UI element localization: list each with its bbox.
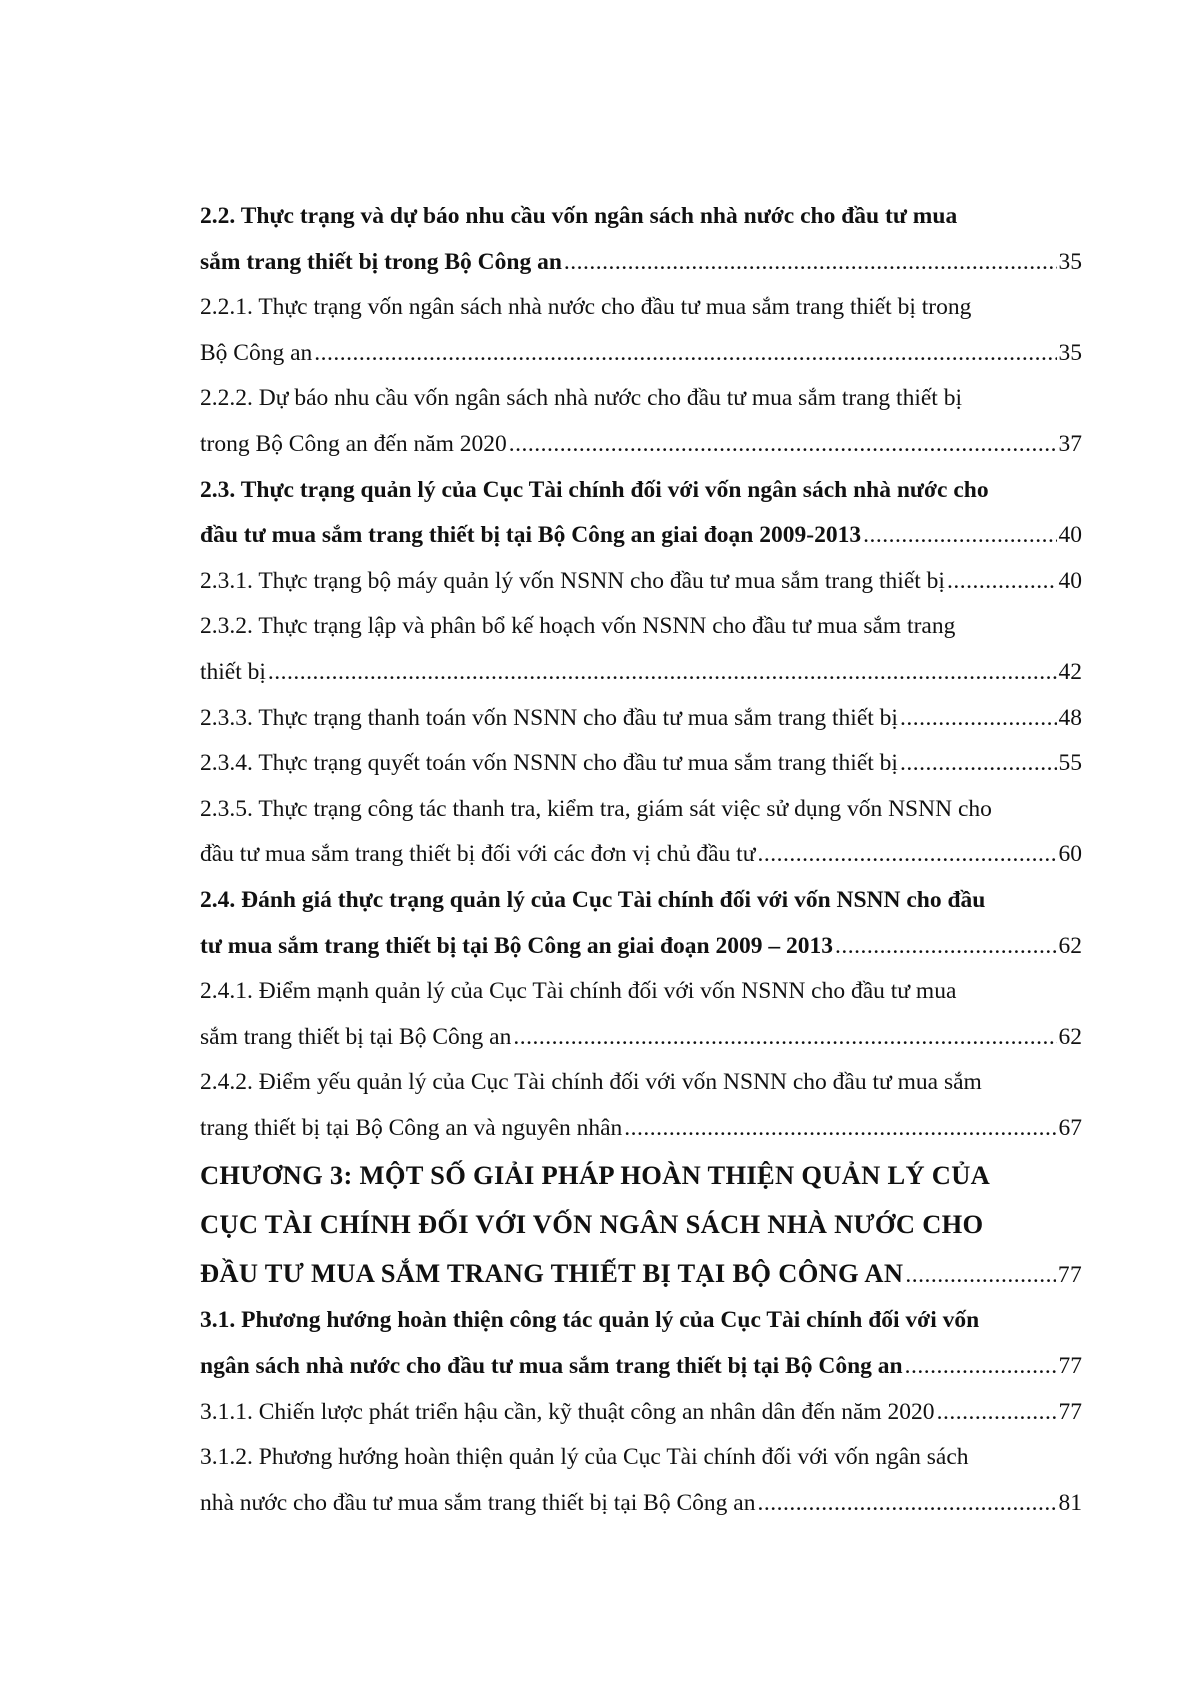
toc-entry-2-3-2-line1	[200, 604, 1082, 650]
toc-page-number: 40	[1058, 567, 1082, 594]
toc-entry-text: ngân sách nhà nước cho đầu tư mua sắm trang thiết bị tại Bộ Công an	[200, 1353, 903, 1380]
toc-entry-3-1-2-line1	[200, 1435, 1082, 1481]
toc-entry-text: 2.4.1. Điểm mạnh quản lý của Cục Tài chính đối với vốn NSNN cho đầu tư mua	[200, 978, 957, 1005]
toc-entry-2-2-line2[interactable]	[200, 240, 1082, 286]
toc-entry-text: 2.3.1. Thực trạng bộ máy quản lý vốn NSNN cho đầu tư mua sắm trang thiết bị	[200, 567, 945, 594]
dot-leader	[905, 1251, 1056, 1300]
toc-page-number: 40	[1058, 522, 1082, 549]
toc-page-number: 62	[1058, 1023, 1082, 1050]
toc-entry-3-1-line1	[200, 1298, 1082, 1344]
dot-leader	[564, 240, 1057, 286]
toc-entry-text: 2.3. Thực trạng quản lý của Cục Tài chính đối với vốn ngân sách nhà nước cho	[200, 476, 989, 503]
toc-page-number: 55	[1058, 750, 1082, 777]
toc-entry-2-4-1-line1	[200, 969, 1082, 1015]
toc-entry-text: sắm trang thiết bị trong Bộ Công an	[200, 248, 562, 275]
toc-entry-3-1-2-line2[interactable]	[200, 1481, 1082, 1527]
dot-leader	[314, 331, 1056, 377]
dot-leader	[900, 696, 1057, 742]
dot-leader	[268, 650, 1057, 696]
toc-entry-2-3-2-line2[interactable]	[200, 650, 1082, 696]
toc-page-number: 37	[1058, 430, 1082, 457]
toc-entry-text: Bộ Công an	[200, 339, 313, 366]
toc-page-number: 77	[1057, 1262, 1082, 1289]
toc-entry-text: nhà nước cho đầu tư mua sắm trang thiết bị tại Bộ Công an	[200, 1489, 756, 1516]
toc-chapter-3-line3[interactable]	[200, 1249, 1082, 1298]
toc-entry-text: đầu tư mua sắm trang thiết bị tại Bộ Công an giai đoạn 2009-2013	[200, 522, 862, 549]
toc-entry-text: 3.1. Phương hướng hoàn thiện công tác quản lý của Cục Tài chính đối với vốn	[200, 1307, 980, 1334]
toc-entry-2-4-line2[interactable]	[200, 924, 1082, 970]
dot-leader	[624, 1106, 1056, 1152]
dot-leader	[947, 559, 1057, 605]
toc-entry-2-2-line1	[200, 194, 1082, 240]
dot-leader	[757, 832, 1056, 878]
toc-page-number: 60	[1058, 841, 1082, 868]
toc-entry-2-3-line2[interactable]	[200, 513, 1082, 559]
toc-entry-text: 3.1.1. Chiến lược phát triển hậu cần, kỹ thuật công an nhân dân đến năm 2020	[200, 1398, 935, 1425]
toc-entry-text: 2.3.4. Thực trạng quyết toán vốn NSNN cho đầu tư mua sắm trang thiết bị	[200, 750, 898, 777]
toc-chapter-text: ĐẦU TƯ MUA SẮM TRANG THIẾT BỊ TẠI BỘ CÔNG AN	[200, 1258, 904, 1289]
toc-entry-2-2-1-line2[interactable]	[200, 331, 1082, 377]
toc-entry-text: thiết bị	[200, 658, 266, 685]
toc-page-number: 62	[1058, 932, 1082, 959]
dot-leader	[937, 1390, 1057, 1436]
toc-page-number: 35	[1058, 248, 1082, 275]
toc-entry-text: 2.2.1. Thực trạng vốn ngân sách nhà nước cho đầu tư mua sắm trang thiết bị trong	[200, 294, 972, 321]
toc-entry-2-3-5-line1	[200, 787, 1082, 833]
toc-entry-2-2-2-line1	[200, 376, 1082, 422]
toc-page-number: 48	[1058, 704, 1082, 731]
toc-entry-text: 2.3.3. Thực trạng thanh toán vốn NSNN cho đầu tư mua sắm trang thiết bị	[200, 704, 898, 731]
toc-entry-text: 2.2.2. Dự báo nhu cầu vốn ngân sách nhà nước cho đầu tư mua sắm trang thiết bị	[200, 385, 962, 412]
dot-leader	[900, 741, 1057, 787]
toc-entry-2-2-2-line2[interactable]	[200, 422, 1082, 468]
toc-entry-3-1-1[interactable]	[200, 1390, 1082, 1436]
toc-page-number: 67	[1058, 1114, 1082, 1141]
toc-entry-2-3-line1	[200, 468, 1082, 514]
toc-chapter-text: CỤC TÀI CHÍNH ĐỐI VỚI VỐN NGÂN SÁCH NHÀ NƯỚC CHO	[200, 1209, 984, 1240]
toc-entry-text: tư mua sắm trang thiết bị tại Bộ Công an giai đoạn 2009 – 2013	[200, 932, 833, 959]
toc-page-number: 42	[1058, 658, 1082, 685]
dot-leader	[905, 1344, 1057, 1390]
dot-leader	[757, 1481, 1056, 1527]
toc-entry-2-3-4[interactable]	[200, 741, 1082, 787]
dot-leader	[513, 1015, 1056, 1061]
toc-chapter-text: CHƯƠNG 3: MỘT SỐ GIẢI PHÁP HOÀN THIỆN QUẢN LÝ CỦA	[200, 1160, 991, 1191]
dot-leader	[509, 422, 1057, 468]
toc-entry-3-1-line2[interactable]	[200, 1344, 1082, 1390]
toc-entry-text: sắm trang thiết bị tại Bộ Công an	[200, 1023, 512, 1050]
toc-entry-text: 2.3.2. Thực trạng lập và phân bổ kế hoạch vốn NSNN cho đầu tư mua sắm trang	[200, 613, 956, 640]
toc-entry-text: trong Bộ Công an đến năm 2020	[200, 430, 507, 457]
dot-leader	[835, 924, 1057, 970]
toc-entry-text: 2.4.2. Điểm yếu quản lý của Cục Tài chính đối với vốn NSNN cho đầu tư mua sắm	[200, 1069, 982, 1096]
table-of-contents	[200, 194, 1082, 1526]
toc-entry-2-4-2-line2[interactable]	[200, 1106, 1082, 1152]
toc-chapter-3-line2	[200, 1200, 1082, 1249]
toc-page-number: 35	[1058, 339, 1082, 366]
toc-entry-text: 2.4. Đánh giá thực trạng quản lý của Cục Tài chính đối với vốn NSNN cho đầu	[200, 886, 986, 913]
toc-entry-text: 2.2. Thực trạng và dự báo nhu cầu vốn ngân sách nhà nước cho đầu tư mua	[200, 203, 958, 229]
toc-page-number: 77	[1058, 1398, 1082, 1425]
toc-page-number: 81	[1058, 1489, 1082, 1516]
dot-leader	[863, 513, 1056, 559]
toc-entry-2-4-2-line1	[200, 1060, 1082, 1106]
toc-entry-2-3-1[interactable]	[200, 559, 1082, 605]
toc-entry-text: trang thiết bị tại Bộ Công an và nguyên nhân	[200, 1114, 623, 1141]
toc-entry-2-2-1-line1	[200, 285, 1082, 331]
toc-page-number: 77	[1058, 1353, 1082, 1380]
toc-entry-2-3-5-line2[interactable]	[200, 832, 1082, 878]
toc-entry-text: đầu tư mua sắm trang thiết bị đối với các đơn vị chủ đầu tư	[200, 841, 756, 868]
toc-chapter-3-line1	[200, 1151, 1082, 1200]
toc-entry-2-4-1-line2[interactable]	[200, 1015, 1082, 1061]
toc-entry-text: 3.1.2. Phương hướng hoàn thiện quản lý của Cục Tài chính đối với vốn ngân sách	[200, 1444, 969, 1471]
toc-entry-2-3-3[interactable]	[200, 696, 1082, 742]
toc-entry-text: 2.3.5. Thực trạng công tác thanh tra, kiểm tra, giám sát việc sử dụng vốn NSNN cho	[200, 795, 992, 822]
toc-entry-2-4-line1	[200, 878, 1082, 924]
